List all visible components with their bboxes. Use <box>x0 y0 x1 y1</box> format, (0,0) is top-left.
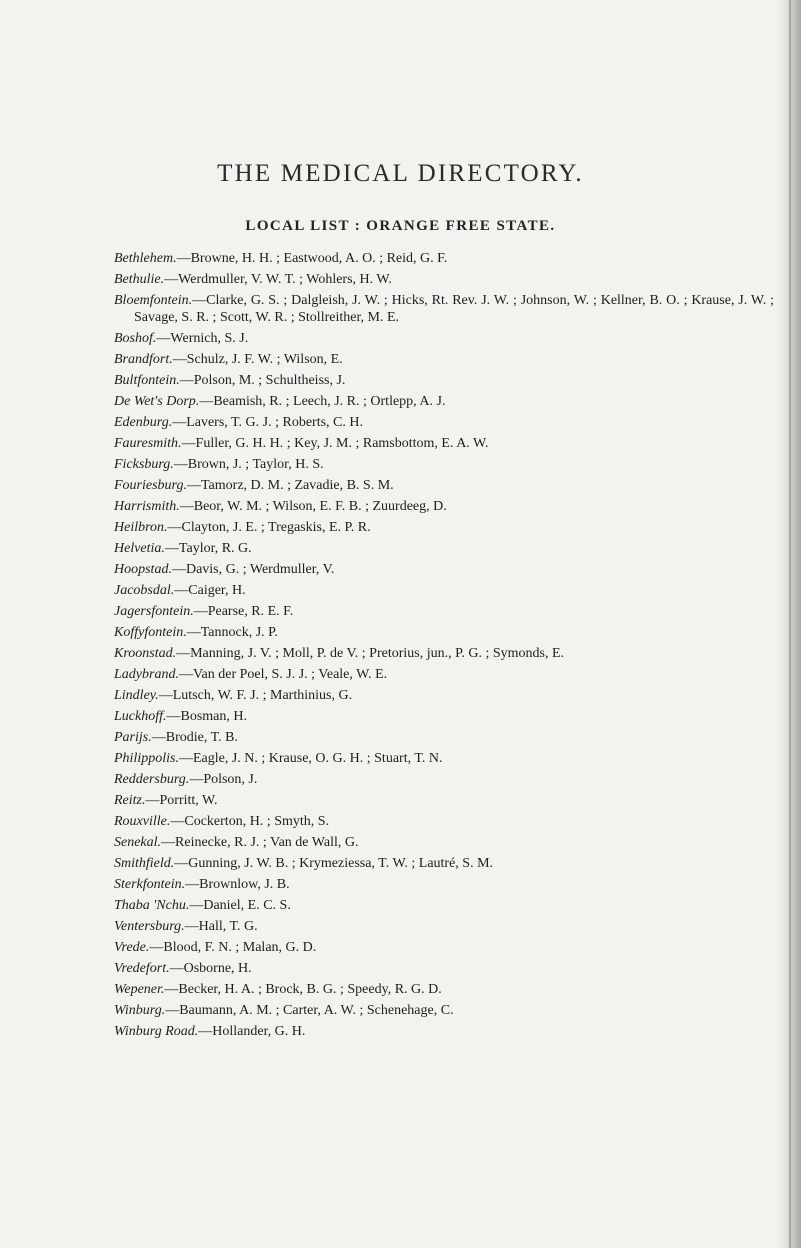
practitioner-names: Reinecke, R. J. ; Van de Wall, G. <box>175 835 359 850</box>
running-title: THE MEDICAL DIRECTORY. <box>217 160 584 187</box>
list-item: Parijs.—Brodie, T. B. <box>114 730 238 745</box>
town-name: Senekal. <box>114 835 162 850</box>
town-name: Brandfort. <box>114 352 173 367</box>
practitioner-names: Clarke, G. S. ; Dalgleish, J. W. ; Hicks, Rt. Rev. J. W. ; Johnson, W. ; Kellner, B. O. ; Krause, J. W. ; Savage, S. R. ; Scott, W. R. ; Stollreither, M. E. <box>134 293 774 325</box>
practitioner-names: Tannock, J. P. <box>200 625 278 640</box>
town-name: Fouriesburg. <box>114 478 187 493</box>
town-name: Winburg. <box>114 1003 166 1018</box>
practitioner-names: Beamish, R. ; Leech, J. R. ; Ortlepp, A. J. <box>213 394 446 409</box>
town-name: Bethlehem. <box>114 251 177 266</box>
list-item: Winburg Road.—Hollander, G. H. <box>114 1024 306 1039</box>
list-item: Thaba 'Nchu.—Daniel, E. C. S. <box>114 898 291 913</box>
town-name: Hoopstad. <box>114 562 172 577</box>
town-name: Koffyfontein. <box>114 625 187 640</box>
practitioner-names: Becker, H. A. ; Brock, B. G. ; Speedy, R. G. D. <box>178 982 442 997</box>
practitioner-names: Fuller, G. H. H. ; Key, J. M. ; Ramsbottom, E. A. W. <box>195 436 489 451</box>
practitioner-names: Tamorz, D. M. ; Zavadie, B. S. M. <box>200 478 394 493</box>
list-item: Helvetia.—Taylor, R. G. <box>114 541 252 556</box>
list-item: Senekal.—Reinecke, R. J. ; Van de Wall, G. <box>114 835 359 850</box>
practitioner-names: Hollander, G. H. <box>212 1024 306 1039</box>
town-name: Smithfield. <box>114 856 175 871</box>
practitioner-names: Wernich, S. J. <box>170 331 249 346</box>
practitioner-names: Osborne, H. <box>183 961 252 976</box>
practitioner-names: Schulz, J. F. W. ; Wilson, E. <box>186 352 343 367</box>
town-name: Luckhoff. <box>114 709 167 724</box>
list-item: Jacobsdal.—Caiger, H. <box>114 583 246 598</box>
list-item: Fouriesburg.—Tamorz, D. M. ; Zavadie, B. S. M. <box>114 478 394 493</box>
town-name: Philippolis. <box>114 751 179 766</box>
practitioner-names: Brown, J. ; Taylor, H. S. <box>187 457 324 472</box>
town-name: Lindley. <box>114 688 159 703</box>
list-item: Rouxville.—Cockerton, H. ; Smyth, S. <box>114 814 330 829</box>
section-title: LOCAL LIST : ORANGE FREE STATE. <box>245 218 556 234</box>
town-name: Boshof. <box>114 331 157 346</box>
practitioner-names: Polson, J. <box>203 772 258 787</box>
list-item: Fauresmith.—Fuller, G. H. H. ; Key, J. M. ; Ramsbottom, E. A. W. <box>114 436 489 451</box>
practitioner-names: Blood, F. N. ; Malan, G. D. <box>163 940 317 955</box>
town-name: Kroonstad. <box>114 646 177 661</box>
town-name: Edenburg. <box>114 415 173 430</box>
town-name: Ventersburg. <box>114 919 185 934</box>
list-item: Edenburg.—Lavers, T. G. J. ; Roberts, C. H. <box>114 415 364 430</box>
practitioner-names: Caiger, H. <box>188 583 246 598</box>
town-name: Bloemfontein. <box>114 293 193 308</box>
practitioner-names: Clayton, J. E. ; Tregaskis, E. P. R. <box>181 520 371 535</box>
town-name: Jagersfontein. <box>114 604 194 619</box>
practitioner-names: Brownlow, J. B. <box>199 877 290 892</box>
town-name: Fauresmith. <box>114 436 182 451</box>
list-item: Winburg.—Baumann, A. M. ; Carter, A. W. ; Schenehage, C. <box>114 1003 454 1018</box>
town-name: Ladybrand. <box>114 667 179 682</box>
town-name: Helvetia. <box>114 541 165 556</box>
town-name: Bethulie. <box>114 272 165 287</box>
town-name: De Wet's Dorp. <box>114 394 200 409</box>
town-name: Parijs. <box>114 730 152 745</box>
list-item: Bethlehem.—Browne, H. H. ; Eastwood, A. O. ; Reid, G. F. <box>114 251 448 266</box>
town-name: Vrede. <box>114 940 150 955</box>
list-item: Sterkfontein.—Brownlow, J. B. <box>114 877 290 892</box>
town-name: Heilbron. <box>114 520 168 535</box>
list-item: Koffyfontein.—Tannock, J. P. <box>114 625 278 640</box>
list-item: De Wet's Dorp.—Beamish, R. ; Leech, J. R. ; Ortlepp, A. J. <box>114 394 446 409</box>
practitioner-names: Porritt, W. <box>159 793 218 808</box>
practitioner-names: Beor, W. M. ; Wilson, E. F. B. ; Zuurdeeg, D. <box>193 499 447 514</box>
list-item: Bloemfontein.—Clarke, G. S. ; Dalgleish, J. W. ; Hicks, Rt. Rev. J. W. ; Johnson, W. ; Kellner, B. O. ; Krause, J. W. ; Savage, S. R. ; Scott, W. R. ; Stollreither, M. E. <box>114 293 774 325</box>
list-item: Wepener.—Becker, H. A. ; Brock, B. G. ; Speedy, R. G. D. <box>114 982 442 997</box>
town-name: Sterkfontein. <box>114 877 186 892</box>
practitioner-names: Werdmuller, V. W. T. ; Wohlers, H. W. <box>178 272 392 287</box>
list-item: Ficksburg.—Brown, J. ; Taylor, H. S. <box>114 457 324 472</box>
list-item: Lindley.—Lutsch, W. F. J. ; Marthinius, G. <box>114 688 353 703</box>
list-item: Brandfort.—Schulz, J. F. W. ; Wilson, E. <box>114 352 343 367</box>
practitioner-names: Davis, G. ; Werdmuller, V. <box>185 562 335 577</box>
list-item: Bethulie.—Werdmuller, V. W. T. ; Wohlers, H. W. <box>114 272 392 287</box>
practitioner-names: Browne, H. H. ; Eastwood, A. O. ; Reid, G. F. <box>190 251 448 266</box>
town-name: Winburg Road. <box>114 1024 199 1039</box>
town-list <box>114 250 774 1044</box>
list-item: Jagersfontein.—Pearse, R. E. F. <box>114 604 294 619</box>
practitioner-names: Bosman, H. <box>180 709 247 724</box>
town-name: Jacobsdal. <box>114 583 175 598</box>
practitioner-names: Lavers, T. G. J. ; Roberts, C. H. <box>186 415 364 430</box>
practitioner-names: Daniel, E. C. S. <box>203 898 291 913</box>
practitioner-names: Hall, T. G. <box>198 919 258 934</box>
list-item: Bultfontein.—Polson, M. ; Schultheiss, J. <box>114 373 346 388</box>
practitioner-names: Brodie, T. B. <box>165 730 238 745</box>
list-item: Philippolis.—Eagle, J. N. ; Krause, O. G. H. ; Stuart, T. N. <box>114 751 443 766</box>
list-item: Ventersburg.—Hall, T. G. <box>114 919 258 934</box>
town-name: Reitz. <box>114 793 146 808</box>
practitioner-names: Cockerton, H. ; Smyth, S. <box>184 814 330 829</box>
practitioner-names: Manning, J. V. ; Moll, P. de V. ; Pretorius, jun., P. G. ; Symonds, E. <box>190 646 565 661</box>
list-item: Reddersburg.—Polson, J. <box>114 772 258 787</box>
town-name: Rouxville. <box>114 814 171 829</box>
town-name: Thaba 'Nchu. <box>114 898 190 913</box>
practitioner-names: Van der Poel, S. J. J. ; Veale, W. E. <box>192 667 388 682</box>
town-name: Ficksburg. <box>114 457 174 472</box>
practitioner-names: Eagle, J. N. ; Krause, O. G. H. ; Stuart, T. N. <box>192 751 443 766</box>
list-item: Smithfield.—Gunning, J. W. B. ; Krymeziessa, T. W. ; Lautré, S. M. <box>114 856 494 871</box>
list-item: Kroonstad.—Manning, J. V. ; Moll, P. de V. ; Pretorius, jun., P. G. ; Symonds, E. <box>114 646 565 661</box>
list-item: Heilbron.—Clayton, J. E. ; Tregaskis, E. P. R. <box>114 520 371 535</box>
practitioner-names: Gunning, J. W. B. ; Krymeziessa, T. W. ; Lautré, S. M. <box>188 856 494 871</box>
town-name: Bultfontein. <box>114 373 180 388</box>
town-name: Harrismith. <box>114 499 180 514</box>
list-item: Boshof.—Wernich, S. J. <box>114 331 249 346</box>
list-item: Vrede.—Blood, F. N. ; Malan, G. D. <box>114 940 317 955</box>
town-name: Reddersburg. <box>114 772 190 787</box>
list-item: Vredefort.—Osborne, H. <box>114 961 252 976</box>
practitioner-names: Lutsch, W. F. J. ; Marthinius, G. <box>172 688 353 703</box>
practitioner-names: Pearse, R. E. F. <box>207 604 294 619</box>
list-item: Luckhoff.—Bosman, H. <box>114 709 247 724</box>
practitioner-names: Taylor, R. G. <box>178 541 252 556</box>
town-name: Wepener. <box>114 982 165 997</box>
list-item: Hoopstad.—Davis, G. ; Werdmuller, V. <box>114 562 335 577</box>
list-item: Ladybrand.—Van der Poel, S. J. J. ; Veale, W. E. <box>114 667 388 682</box>
town-name: Vredefort. <box>114 961 170 976</box>
practitioner-names: Polson, M. ; Schultheiss, J. <box>193 373 346 388</box>
list-item: Reitz.—Porritt, W. <box>114 793 218 808</box>
list-item: Harrismith.—Beor, W. M. ; Wilson, E. F. B. ; Zuurdeeg, D. <box>114 499 447 514</box>
practitioner-names: Baumann, A. M. ; Carter, A. W. ; Schenehage, C. <box>179 1003 454 1018</box>
